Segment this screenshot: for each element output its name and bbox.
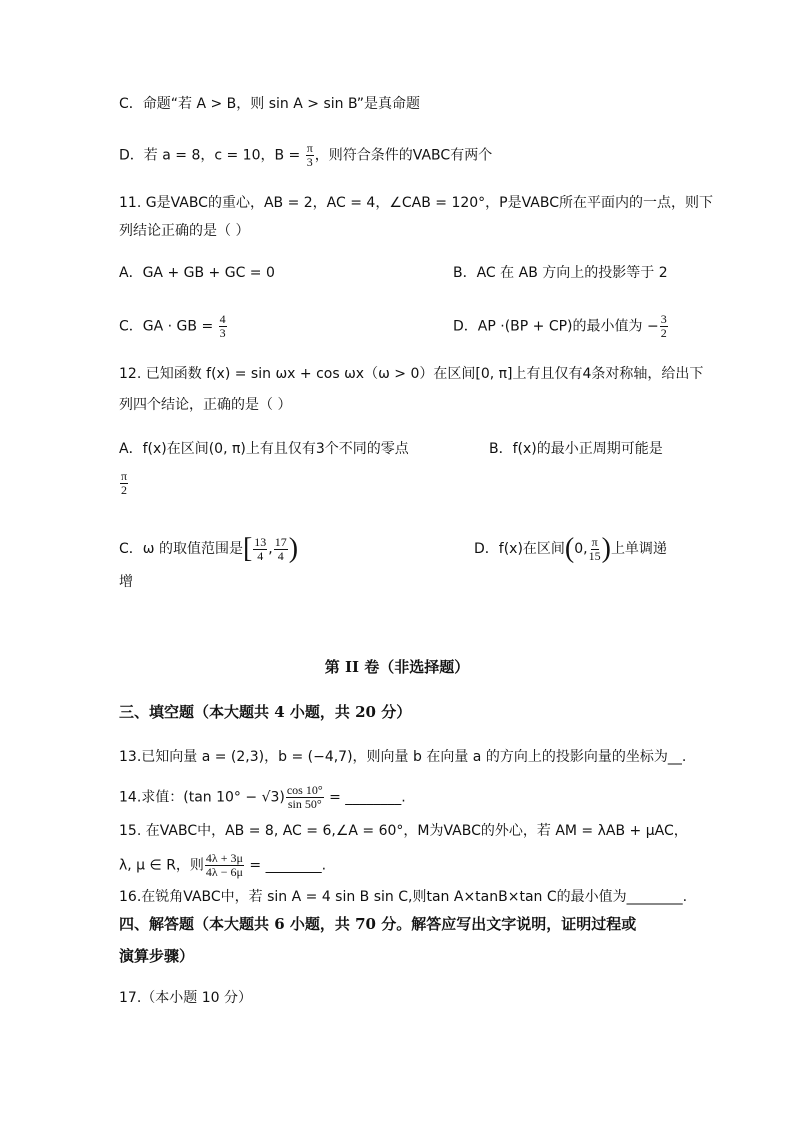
q12-option-d-tail: 上单调递 bbox=[610, 541, 667, 557]
q14-answer-blank: = ________. bbox=[324, 789, 406, 806]
section-three-heading: 三、填空题（本大题共 4 小题，共 20 分） bbox=[119, 703, 412, 721]
q12-stem-line1: 12. 已知函数 f(x) = sin ωx + cos ωx（ω > 0）在区间[0, π]上有且仅有4条对称轴，给出下 bbox=[119, 366, 704, 382]
q12-option-d-fraction: $\frac{\pi}{15}$ bbox=[588, 534, 601, 563]
q15-condition: λ, μ ∈ R，则 bbox=[119, 857, 204, 874]
q16-text: 16.在锐角VABC中，若 sin A = 4 sin B sin C,则tan A×tanB×tan C的最小值为________. bbox=[119, 889, 688, 905]
q14-fraction: $\frac{\cos 10^\circ}{\sin 50^\circ}$ bbox=[286, 783, 323, 811]
q12-option-b-fraction: $\frac{\pi}{2}$ bbox=[121, 469, 128, 497]
q11-option-d-text: D．AP ·(BP + CP)的最小值为 − bbox=[453, 318, 659, 335]
q12-option-c-frac1: $\frac{13}{4}$ bbox=[254, 534, 267, 563]
q15-fraction: $\frac{4\lambda + 3\mu}{4\lambda - 6\mu}$ bbox=[205, 851, 243, 879]
section-four-heading-line1: 四、解答题（本大题共 6 小题，共 70 分。解答应写出文字说明，证明过程或 bbox=[119, 915, 637, 933]
q15-answer-blank: = ________. bbox=[244, 857, 327, 874]
q11-option-b: B．AC 在 AB 方向上的投影等于 2 bbox=[453, 265, 668, 281]
section-four-heading-line2: 演算步骤） bbox=[119, 947, 195, 965]
q11-option-c-text: C．GA · GB = bbox=[119, 318, 218, 335]
q12-stem-line2: 列四个结论，正确的是（ ） bbox=[119, 397, 292, 413]
q10-option-d-fraction: $\frac{\pi}{3}$ bbox=[306, 141, 313, 169]
q11-option-a: A．GA + GB + GC = 0 bbox=[119, 265, 275, 281]
q15-line2 bbox=[119, 852, 684, 879]
q12-option-d-continuation: 增 bbox=[119, 574, 133, 590]
q14-prefix: 14.求值：(tan 10° − √3) bbox=[119, 789, 285, 806]
q17-text: 17.（本小题 10 分） bbox=[119, 990, 252, 1006]
part-two-title: 第 II 卷（非选择题） bbox=[324, 658, 470, 676]
q10-option-d-text: D．若 a = 8，c = 10，B = bbox=[119, 147, 305, 164]
q15-line1: 15. 在VABC中，AB = 8, AC = 6,∠A = 60°，M为VABC的外心，若 AM = λAB + μAC， bbox=[119, 823, 688, 839]
q11-stem-line2: 列结论正确的是（ ） bbox=[119, 223, 250, 239]
q12-option-d: D．f(x)在区间(0, $\frac{\pi}{15}$ )上单调递 bbox=[474, 533, 667, 564]
q11-option-d-fraction: $\frac{3}{2}$ bbox=[660, 312, 667, 340]
q10-option-c: C．命题“若 A > B，则 sin A > sin B”是真命题 bbox=[119, 96, 421, 112]
q11-option-c-fraction: $\frac{4}{3}$ bbox=[219, 312, 226, 340]
q12-option-b: B．f(x)的最小正周期可能是 bbox=[489, 441, 663, 457]
q12-option-d-text: D．f(x)在区间 bbox=[474, 541, 565, 557]
q11-stem-line1: 11. G是VABC的重心，AB = 2，AC = 4，∠CAB = 120°，P是VABC所在平面内的一点，则下 bbox=[119, 195, 714, 211]
q12-option-c-text: C．ω 的取值范围是 bbox=[119, 541, 243, 557]
q12-option-c-frac2: $\frac{17}{4}$ bbox=[274, 534, 287, 563]
q13-text: 13.已知向量 a = (2,3)，b = (−4,7)，则向量 b 在向量 a 的方向上的投影向量的坐标为__. bbox=[119, 749, 687, 765]
q10-option-d-tail: ，则符合条件的VABC有两个 bbox=[314, 147, 493, 164]
q12-option-c: C．ω 的取值范围是[ $\frac{13}{4}$ , $\frac{17}{4}$ ) bbox=[119, 533, 299, 564]
q11-option-d bbox=[453, 313, 669, 340]
q10-option-d bbox=[119, 142, 684, 169]
q11-option-c bbox=[119, 313, 228, 340]
q12-option-a: A．f(x)在区间(0, π)上有且仅有3个不同的零点 bbox=[119, 441, 409, 457]
q14-text bbox=[119, 784, 684, 811]
